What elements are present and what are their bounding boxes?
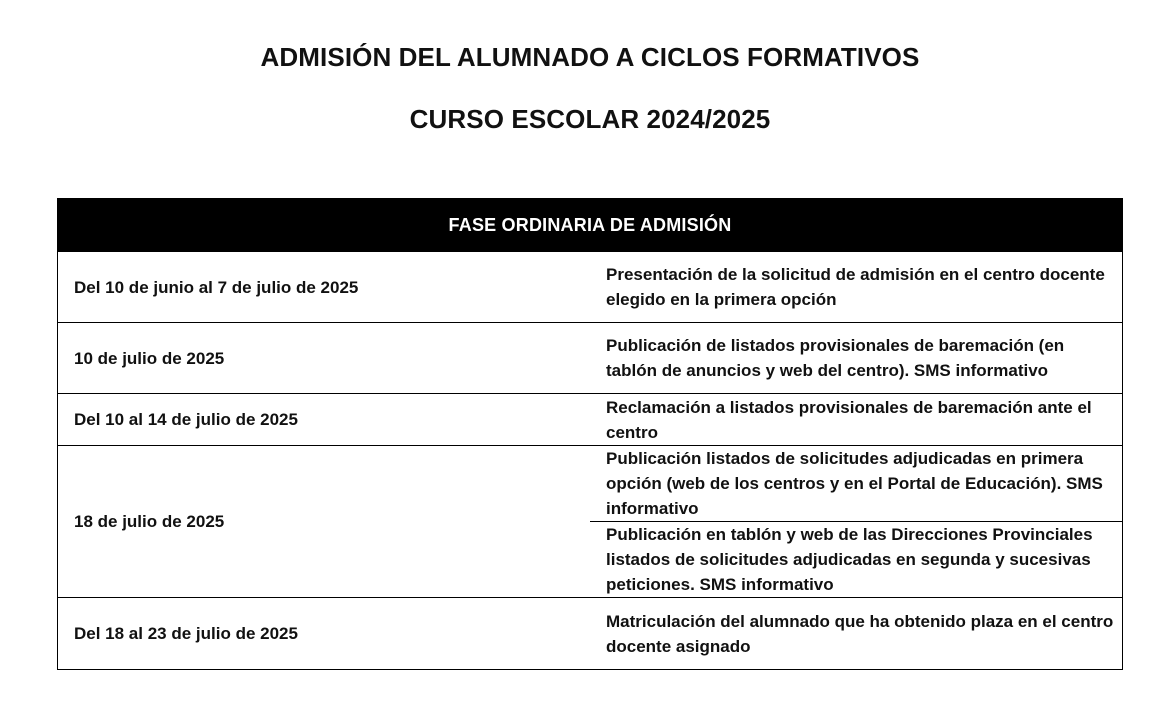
table-row — [58, 446, 1123, 522]
description-cell: Reclamación a listados provisionales de baremación ante el centro — [590, 394, 1123, 446]
date-cell: Del 10 de junio al 7 de julio de 2025 — [58, 252, 591, 323]
admission-schedule-table — [57, 198, 1123, 670]
date-cell: Del 10 al 14 de julio de 2025 — [58, 394, 591, 446]
table-row — [58, 394, 1123, 446]
table-header-row — [58, 199, 1123, 252]
description-cell: Presentación de la solicitud de admisión en el centro docente elegido en la primera opción — [590, 252, 1123, 323]
description-cell: Publicación de listados provisionales de baremación (en tablón de anuncios y web del centro). SMS informativo — [590, 323, 1123, 394]
table-row — [58, 598, 1123, 670]
description-cell: Publicación en tablón y web de las Direcciones Provinciales listados de solicitudes adjudicadas en segunda y sucesivas peticiones. SMS informativo — [590, 522, 1123, 598]
school-year-subtitle: CURSO ESCOLAR 2024/2025 — [409, 104, 771, 134]
date-cell: 18 de julio de 2025 — [58, 446, 591, 598]
date-cell: 10 de julio de 2025 — [58, 323, 591, 394]
description-cell: Publicación listados de solicitudes adjudicadas en primera opción (web de los centros y en el Portal de Educación). SMS informativo — [590, 446, 1123, 522]
table-row — [58, 252, 1123, 323]
date-cell: Del 18 al 23 de julio de 2025 — [58, 598, 591, 670]
phase-heading: FASE ORDINARIA DE ADMISIÓN — [58, 199, 1123, 252]
table-row — [58, 323, 1123, 394]
document-title: ADMISIÓN DEL ALUMNADO A CICLOS FORMATIVOS — [260, 42, 920, 72]
description-cell: Matriculación del alumnado que ha obtenido plaza en el centro docente asignado — [590, 598, 1123, 670]
